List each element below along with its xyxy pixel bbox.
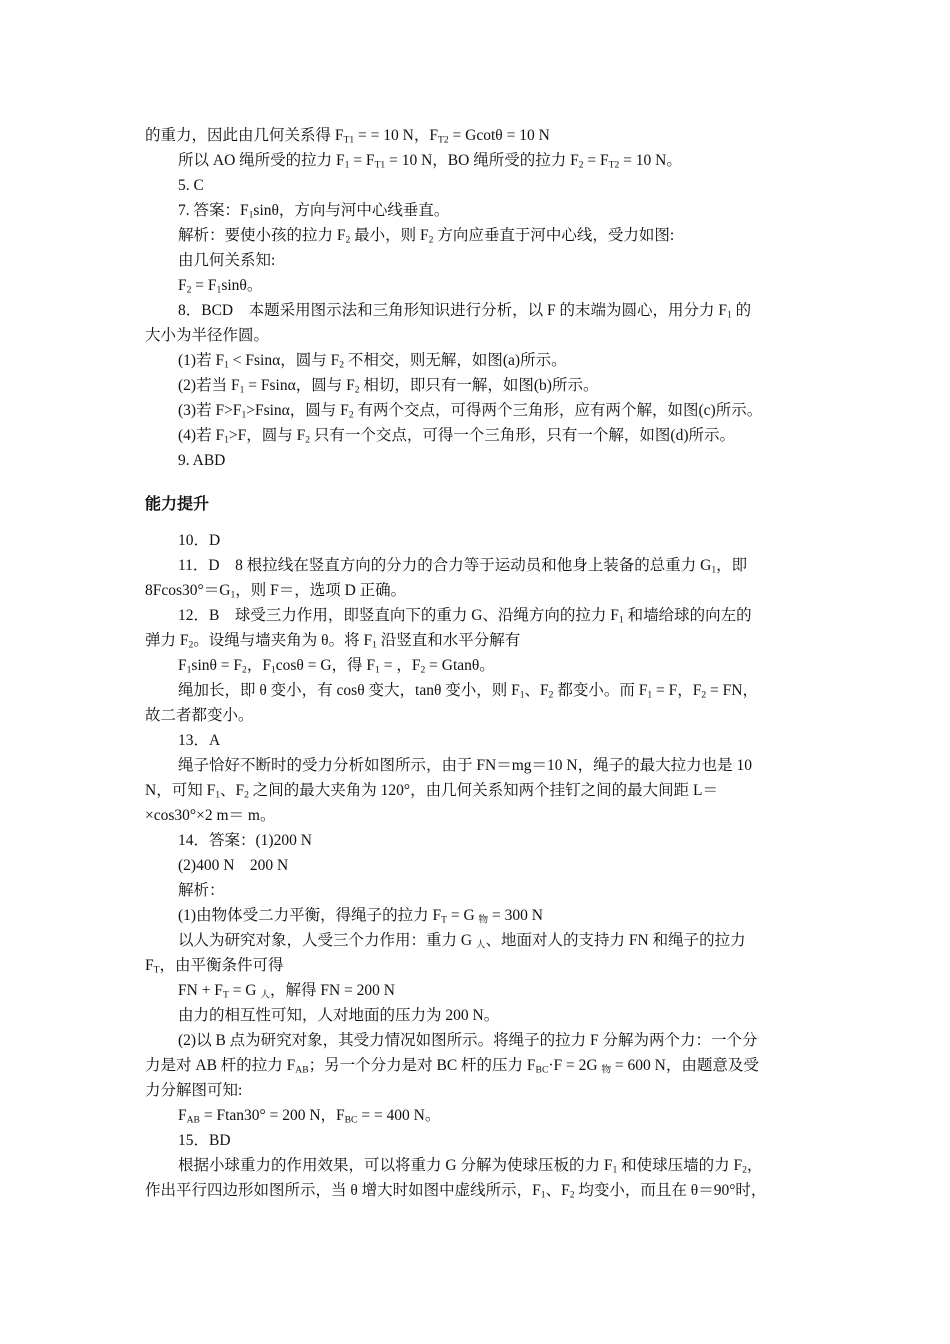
- answer-12: 12．B 球受三力作用，即竖直向下的重力 G、沿绳方向的拉力 $F_1$ 和墙给球的向左的: [178, 607, 752, 626]
- answer-10: 10．D: [178, 532, 221, 549]
- answer-14: 14．答案：(1)200 N: [178, 832, 312, 849]
- answer-5: 5. C: [178, 177, 204, 194]
- answer-11: 11．D 8 根拉线在竖直方向的分力的合力等于运动员和他身上装备的总重力 $G_1$，即: [178, 557, 748, 576]
- answer-9: 9. ABD: [178, 452, 226, 469]
- text-line: 以人为研究对象，人受三个力作用：重力 G $_人$、地面对人的支持力 FN 和绳子的拉力: [178, 932, 746, 951]
- text-line: (2)若当 $F_1 = Fsin\alpha$，圆与 $F_2$ 相切，即只有一解，如图(b)所示。: [178, 377, 599, 396]
- text-line: $F_1\sin\theta = F_2$，$F_1\cos\theta = G$，得 $F_1$ = ，$F_2 = Gtan\theta$。: [178, 657, 495, 676]
- text-line: 由力的相互性可知，人对地面的压力为 200 N。: [178, 1007, 500, 1024]
- text-line: 弹力 $F_2$。设绳与墙夹角为 θ。将 $F_1$ 沿竖直和水平分解有: [145, 632, 521, 651]
- answer-8: 8．BCD 本题采用图示法和三角形知识进行分析，以 F 的末端为圆心，用分力 $F_1$ 的: [178, 302, 752, 321]
- answer-15: 15．BD: [178, 1132, 231, 1149]
- text-line: $8Fcos30^\circ=G_1$，则 F＝，选项 D 正确。: [145, 582, 407, 601]
- text-line: 解析：: [178, 882, 225, 899]
- text-line: 绳子恰好不断时的受力分析如图所示，由于 FN＝mg＝10 N，绳子的最大拉力也是 10: [178, 757, 752, 774]
- text-line: (1)若 $F_1 < Fsin\alpha$，圆与 $F_2$ 不相交，则无解，如图(a)所示。: [178, 352, 567, 371]
- answer-13: 13．A: [178, 732, 221, 749]
- section-heading: 能力提升: [145, 494, 210, 513]
- text-line: 绳加长，即 θ 变小，有 cosθ 变大，tanθ 变小，则 $F_1$、$F_2$ 都变小。而 $F_1 = F$，$F_2$ = FN，: [178, 682, 758, 701]
- text-line: (3)若 $F>F_1>Fsin\alpha$，圆与 $F_2$ 有两个交点，可得两个三角形，应有两个解，如图(c)所示。: [178, 402, 763, 421]
- text-line: 所以 AO 绳所受的拉力 $F_1 = F_{T1} = 10$ N，BO 绳所受的拉力 $F_2 = F_{T2} = 10$ N。: [178, 152, 682, 171]
- text-line: 的重力，因此由几何关系得 $F_{T1}$ = = 10 N，$F_{T2} = Gcot\theta = 10$ N: [145, 127, 550, 146]
- text-line: (4)若 $F_1>F$，圆与 $F_2$ 只有一个交点，可得一个三角形，只有一个解，如图(d)所示。: [178, 427, 735, 446]
- text-line: $F_2 = F_1\sin\theta$。: [178, 277, 263, 296]
- text-line: 解析：要使小孩的拉力 $F_2$ 最小，则 $F_2$ 方向应垂直于河中心线，受力如图:: [178, 227, 675, 246]
- text-line: 故二者都变小。: [145, 707, 254, 724]
- text-line: 力分解图可知:: [145, 1082, 243, 1099]
- text-line: $F_T$，由平衡条件可得: [145, 957, 284, 976]
- text-line: FN + $F_T = G$ $_人$，解得 FN = 200 N: [178, 982, 395, 1001]
- text-line: (2)400 N 200 N: [178, 857, 289, 874]
- text-line: 由几何关系知:: [178, 252, 276, 269]
- text-line: 作出平行四边形如图所示，当 θ 增大时如图中虚线所示，$F_1$、$F_2$ 均变小，而且在 θ＝90°时，: [145, 1182, 767, 1201]
- text-line: 根据小球重力的作用效果，可以将重力 G 分解为使球压板的力 $F_1$ 和使球压墙的力 $F_2$，: [178, 1157, 763, 1176]
- text-line: ×cos30°×2 m＝ m。: [145, 807, 276, 824]
- answer-7: 7. 答案：$F_1\sin\theta$，方向与河中心线垂直。: [178, 202, 450, 221]
- text-line: 力是对 AB 杆的拉力 $F_{AB}$；另一个分力是对 BC 杆的压力 $F_{BC}\cdot F = 2G$ $_物$ = 600 N，由题意及受: [145, 1057, 759, 1076]
- text-line: 大小为半径作圆。: [145, 327, 270, 344]
- text-line: (1)由物体受二力平衡，得绳子的拉力 $F_T = G$ $_物$ = 300 N: [178, 907, 543, 926]
- text-line: (2)以 B 点为研究对象，其受力情况如图所示。将绳子的拉力 F 分解为两个力：一个分: [178, 1032, 758, 1049]
- text-line: N，可知 $F_1$、$F_2$ 之间的最大夹角为 120°，由几何关系知两个挂钉之间的最大间距 L＝: [145, 782, 718, 801]
- text-line: $F_{AB} = Ftan30^\circ = 200$ N，$F_{BC}$ = = 400 N。: [178, 1107, 441, 1126]
